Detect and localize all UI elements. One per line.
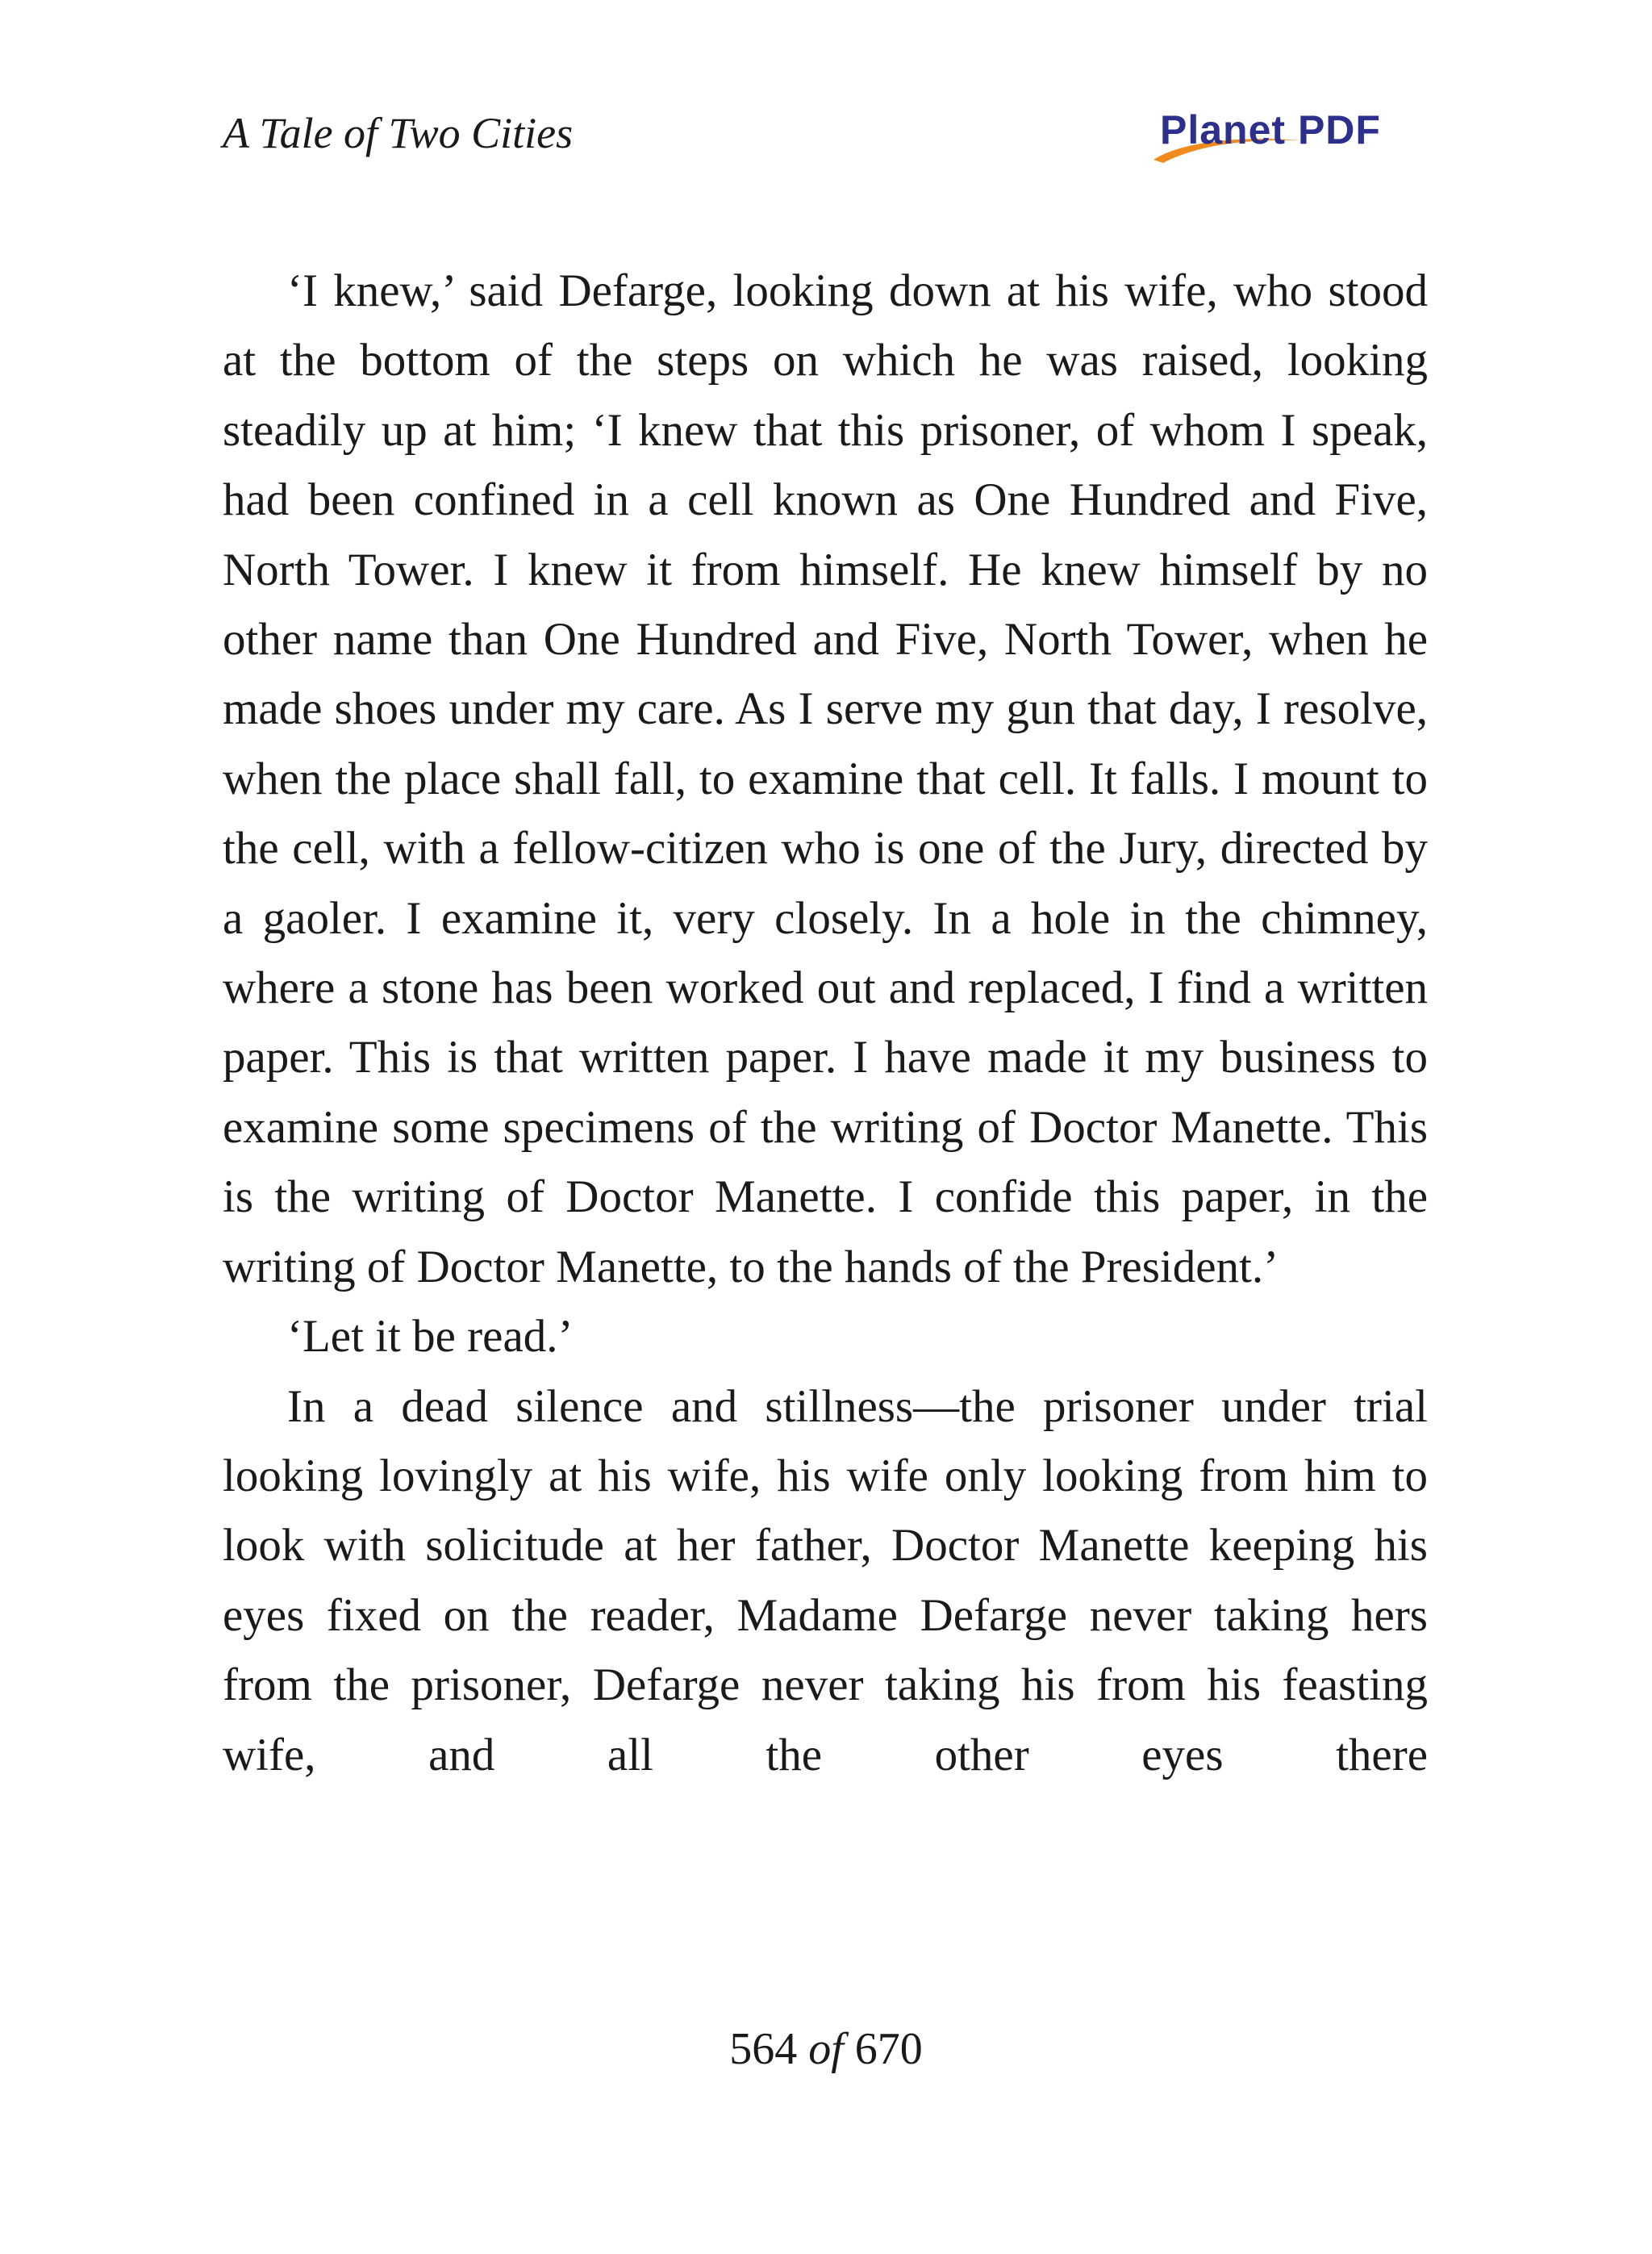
book-title: A Tale of Two Cities	[223, 109, 574, 157]
paragraph: ‘I knew,’ said Defarge, looking down at his wife, who stood at the bottom of the steps on which he was raised, looking steadily up at him; ‘I knew that this prisoner, of whom I speak, had been confined in a cell known as One Hundred and Five, North Tower. I knew it from himself. He knew himself by no other name than One Hundred and Five, North Tower, when he made shoes under my care. As I serve my gun that day, I resolve, when the place shall fall, to examine that cell. It falls. I mount to the cell, with a fellow-citizen who is one of the Jury, directed by a gaoler. I examine it, very closely. In a hole in the chimney, where a stone has been worked out and replaced, I find a written paper. This is that written paper. I have made it my business to examine some specimens of the writing of Doctor Manette. This is the writing of Doctor Manette. I confide this paper, in the writing of Doctor Manette, to the hands of the President.’	[223, 265, 1428, 1292]
page-body	[223, 257, 1428, 1790]
paragraph: ‘Let it be read.’	[287, 1311, 574, 1363]
planet-pdf-logo	[1149, 103, 1407, 173]
page-number	[0, 2023, 1652, 2075]
page-header	[223, 103, 1429, 176]
current-page: 564	[729, 2024, 798, 2074]
page-of-label: of	[808, 2024, 844, 2074]
logo-text: Planet PDF	[1160, 107, 1381, 152]
total-pages: 670	[854, 2024, 923, 2074]
paragraph: In a dead silence and stillness—the prisoner under trial looking lovingly at his wife, his wife only looking from him to look with solicitude at her father, Doctor Manette keeping his eyes fixed on the reader, Madame Defarge never taking hers from the prisoner, Defarge never taking his from his feasting wife, and all the other eyes there	[223, 1380, 1428, 1780]
